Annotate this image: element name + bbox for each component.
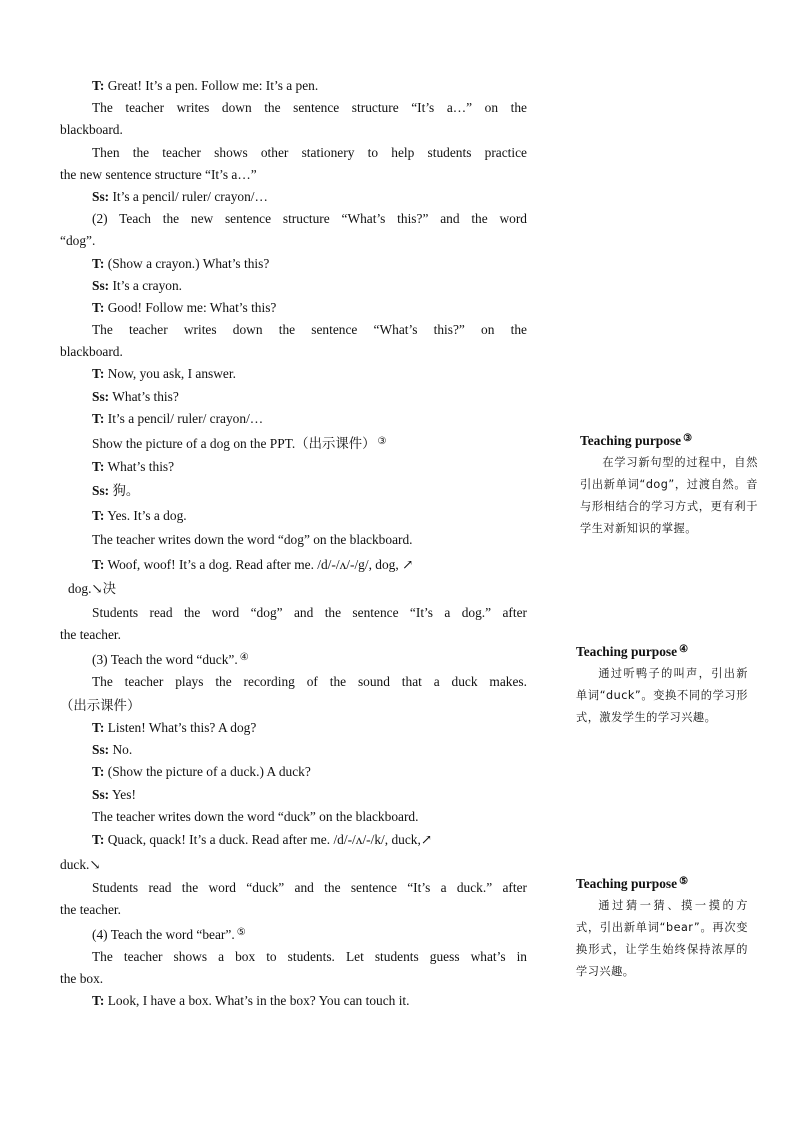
text-line: Then the teacher shows other stationery to help students practice [92,144,527,160]
speaker: T: [92,832,105,847]
note-marker: ③ [683,433,693,444]
line-text: (Show a crayon.) What’s this? [104,255,270,271]
line-text: (Show the picture of a duck.) A duck? [104,764,311,780]
note-title [576,639,748,663]
note-title [576,871,748,895]
text-line: the teacher. [60,626,121,642]
text-line: The teacher writes down the word “dog” on the blackboard. [92,532,413,547]
line-text: It’s a pencil/ ruler/ crayon/… [109,188,268,204]
speaker: T: [92,299,105,315]
speaker: Ss: [92,277,110,293]
speaker: Ss: [92,742,110,758]
note-body: 通过猜一猜、摸一摸的方式，引出新单词“bear”。再次变换形式，让学生始终保持浓厚的学习兴趣。 [576,899,748,978]
speaker: T: [92,720,105,736]
dialogue-line [60,739,527,761]
speaker: T: [92,764,105,780]
section-heading: (2) Teach the new sentence structure “What’s this?” and the word [92,211,527,227]
speaker: T: [92,366,105,382]
note-marker: ④ [679,644,689,655]
line-text: Quack, quack! It’s a duck. Read after me. /d/-/ʌ/-/k/, duck,↗ [104,832,433,847]
dialogue-line [60,363,527,385]
section-heading [60,921,527,946]
text-line: （出示课件） [60,697,141,713]
text-line: the teacher. [60,902,121,918]
speaker: T: [92,255,105,271]
text-line: The teacher writes down the sentence “What’s this?” on the [92,322,527,338]
line-text: Now, you ask, I answer. [104,366,236,382]
line-text: (4) Teach the word “bear”. [92,927,235,943]
line-text: 狗。 [109,483,140,498]
speaker: Ss: [92,188,110,204]
speaker: T: [92,993,105,1009]
dialogue-line [60,717,527,739]
line-text: Listen! What’s this? A dog? [104,720,257,736]
line-text: No. [109,742,133,758]
speaker: Ss: [92,388,110,404]
text-line: The teacher shows a box to students. Let students guess what’s in [92,948,527,964]
dialogue-line [60,386,527,408]
lesson-plan-main [60,75,527,1012]
dialogue-line [60,455,527,480]
dialogue-line [60,275,527,297]
teaching-purpose-note [576,871,748,983]
teaching-purpose-note [576,639,748,729]
note-title-text: Teaching purpose [576,876,678,891]
text-line [60,430,527,455]
note-title-text: Teaching purpose [576,644,678,659]
line-text: Woof, woof! It’s a dog. Read after me. /d/-/ʌ/-/g/, dog, ↗ [104,556,414,572]
line-text: Good! Follow me: What’s this? [104,299,277,315]
section-heading [60,646,527,671]
line-text: Yes. It’s a dog. [104,507,187,523]
text-line: the new sentence structure “It’s a…” [60,166,257,182]
dialogue-line [60,253,527,275]
note-marker: ⑤ [236,927,246,939]
speaker: Ss: [92,483,110,498]
text-line: The teacher writes down the word “duck” on the blackboard. [92,808,419,824]
line-text: Yes! [109,786,136,802]
line-text: What’s this? [104,458,175,474]
dialogue-line [60,828,527,853]
speaker: T: [92,78,105,93]
dialogue-line [60,186,527,208]
note-marker: ⑤ [679,876,689,887]
note-title [580,428,758,452]
line-text: Look, I have a box. What’s in the box? You can touch it. [104,993,410,1009]
dialogue-line [60,553,527,578]
text-line: blackboard. [60,344,123,360]
text-line: Students read the word “duck” and the sentence “It’s a duck.” after [92,880,527,895]
text-line: blackboard. [60,122,123,138]
dialogue-line [60,75,527,97]
line-text: It’s a pencil/ ruler/ crayon/… [104,410,264,426]
line-text: What’s this? [109,388,179,404]
speaker: T: [92,556,105,572]
dialogue-line [60,761,527,783]
line-text: (3) Teach the word “duck”. [92,651,238,667]
dialogue-line [60,990,527,1012]
dialogue-line [60,297,527,319]
speaker: Ss: [92,786,110,802]
teaching-purpose-note [580,428,758,540]
text-line: the box. [60,971,104,987]
note-marker: ③ [377,436,387,447]
note-title-text: Teaching purpose [580,433,682,448]
speaker: T: [92,410,105,426]
line-text: Show the picture of a dog on the PPT.（出示课件） [92,436,376,451]
text-line: The teacher plays the recording of the sound that a duck makes. [92,674,527,690]
dialogue-line [60,504,527,529]
note-marker: ④ [239,651,249,663]
line-text: It’s a crayon. [109,277,183,293]
text-line: dog.↘决 [68,581,117,596]
line-text: Great! It’s a pen. Follow me: It’s a pen. [104,78,319,93]
speaker: T: [92,507,105,523]
text-line: “dog”. [60,233,96,249]
dialogue-line [60,784,527,806]
dialogue-line [60,479,527,504]
text-line: duck.↘ [60,856,101,872]
dialogue-line [60,408,527,430]
note-body: 在学习新句型的过程中，自然引出新单词“dog”，过渡自然。音与形相结合的学习方式，更有利于学生对新知识的掌握。 [580,456,758,535]
note-body: 通过听鸭子的叫声，引出新单词“duck”。变换不同的学习形式，激发学生的学习兴趣。 [576,667,748,724]
text-line: The teacher writes down the sentence structure “It’s a…” on the [92,100,527,116]
speaker: T: [92,458,105,474]
text-line: Students read the word “dog” and the sentence “It’s a dog.” after [92,604,527,620]
